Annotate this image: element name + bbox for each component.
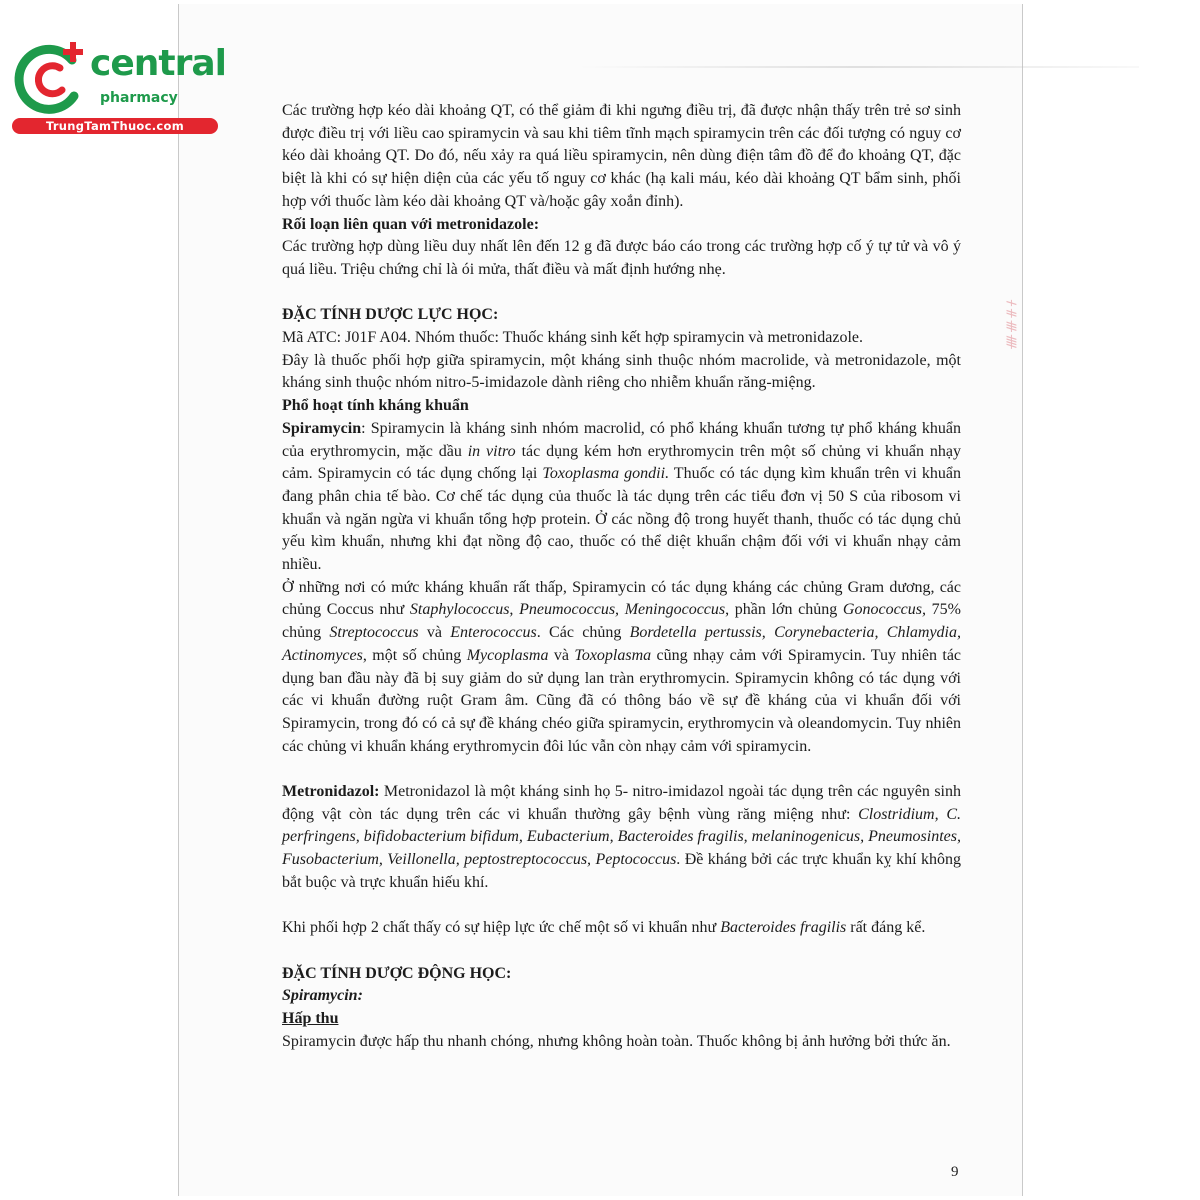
- metronidazol-label: Metronidazol:: [282, 783, 380, 801]
- text-run: , phần lớn chủng: [725, 601, 843, 619]
- synergy-paragraph: [282, 917, 961, 940]
- text-run: và: [548, 646, 575, 664]
- pharmacodynamics-heading: ĐẶC TÍNH DƯỢC LỰC HỌC:: [282, 306, 499, 324]
- italic-run: Enterococcus: [450, 624, 537, 642]
- logo-subtitle: pharmacy: [100, 90, 178, 106]
- italic-run: Spiramycin:: [282, 987, 363, 1005]
- atc-code-line: Mã ATC: J01F A04. Nhóm thuốc: Thuốc kháng sinh kết hợp spiramycin và metronidazole.: [282, 329, 863, 347]
- italic-run: Gonococcus,: [842, 601, 927, 619]
- absorption-text: Spiramycin được hấp thu nhanh chóng, nhưng không hoàn toàn. Thuốc không bị ảnh hưởng bởi thức ăn.: [282, 1032, 951, 1050]
- margin-stamp-mark: ᚋ ᚌ ᚍ ᚎ: [1005, 300, 1019, 349]
- italic-run: Bacteroides fragilis: [720, 919, 847, 937]
- text-run: tác dụng kém hơn erythromycin trên một số chủng vi khuẩn nhạy cảm. Spiramycin có tác dụng chống lại: [282, 442, 961, 483]
- metronidazol-paragraph: [282, 781, 961, 895]
- text-run: Khi phối hợp 2 chất thấy có sự hiệp lực ức chế một số vi khuẩn như: [282, 919, 721, 937]
- antibacterial-spectrum-heading: Phổ hoạt tính kháng khuẩn: [282, 397, 469, 415]
- metronidazole-overdose-text: Các trường hợp dùng liều duy nhất lên đến 12 g đã được báo cáo trong các trường hợp cố ý tự tử và vô ý quá liều. Triệu chứng chỉ là ói mửa, thất điều và mất định hướng nhẹ.: [282, 238, 961, 278]
- logo-wordmark: central: [90, 43, 226, 84]
- text-run: : Spiramycin là kháng sinh nhóm macrolid, có phổ kháng khuẩn tương tự phổ kháng khuẩn của erythromycin, mặc dầu: [282, 419, 961, 460]
- italic-run: Staphylococcus, Pneumococcus, Meningococcus: [409, 601, 726, 619]
- italic-run: Clostridium, C. perfringens, bifidobacterium bifidum, Eubacterium, Bacteroides fragilis, melaninogenicus, Pneumosintes, Fusobacterium, Veillonella, peptostreptococcus, Peptococcus: [282, 805, 961, 869]
- italic-run: Toxoplasma: [574, 646, 652, 664]
- text-run: Metronidazol là một kháng sinh họ 5- nitro-imidazol ngoài tác dụng trên các nguyên sinh động vật còn tác dụng trên các vi khuẩn thường gây bệnh vùng răng miệng như:: [282, 783, 961, 823]
- qt-paragraph: Các trường hợp kéo dài khoảng QT, có thể giảm đi khi ngưng điều trị, đã được nhận thấy trên trẻ sơ sinh được điều trị với liều cao spiramycin và sau khi tiêm tĩnh mạch spiramycin trên các đối tượng có nguy cơ kéo dài khoảng QT. Do đó, nếu xảy ra quá liều spiramycin, nên dùng điện tâm đồ để đo khoảng QT, đặc biệt là khi có sự hiện diện của các yếu tố nguy cơ khác (hạ kali máu, kéo dài khoảng QT bẩm sinh, phối hợp với thuốc làm kéo dài khoảng QT và/hoặc gây xoắn đỉnh).: [282, 102, 961, 210]
- italic-run: Toxoplasma gondii.: [542, 465, 670, 483]
- central-pharmacy-logo[interactable]: [10, 38, 226, 138]
- spiramycin-paragraph-1: [282, 418, 961, 577]
- text-run: cũng nhạy cảm với Spiramycin. Tuy nhiên tác dụng ban đầu này đã bị suy giảm do sử dụng lan tràn erythromycin. Spiramycin không có tác dụng với các vi khuẩn đường ruột Gram âm. Cũng đã có thông báo về sự đề kháng của vi khuẩn đối với Spiramycin, trong đó có cả sự đề kháng chéo giữa spiramycin, erythromycin và oleandomycin. Tuy nhiên các chủng vi khuẩn kháng erythromycin đôi lúc vẫn còn nhạy cảm với spiramycin.: [282, 646, 962, 755]
- text-run: . Đề kháng bởi các trực khuẩn kỵ khí không bắt buộc và trực khuẩn hiếu khí.: [282, 851, 961, 891]
- combination-intro: Đây là thuốc phối hợp giữa spiramycin, một kháng sinh thuộc nhóm macrolide, và metronidazole, một kháng sinh thuộc nhóm nitro-5-imidazole dành riêng cho nhiễm khuẩn răng-miệng.: [282, 351, 961, 392]
- italic-run: Streptococcus: [329, 624, 419, 642]
- text-run: . Các chủng: [536, 624, 630, 642]
- text-run: rất đáng kể.: [846, 919, 926, 937]
- document-body: [282, 100, 961, 1053]
- text-run: , một số chủng: [362, 646, 467, 664]
- spiramycin-label: Spiramycin: [282, 419, 362, 437]
- text-run: 75% chủng: [282, 601, 962, 642]
- metronidazole-overdose-heading: Rối loạn liên quan với metronidazole:: [282, 215, 540, 233]
- italic-run: in vitro: [467, 442, 516, 460]
- page-number: 9: [951, 1164, 959, 1180]
- italic-run: Bordetella pertussis, Corynebacteria, Chlamydia, Actinomyces: [282, 624, 961, 664]
- pharmacokinetics-heading: ĐẶC TÍNH DƯỢC ĐỘNG HỌC:: [282, 964, 512, 982]
- absorption-heading: Hấp thu: [282, 1010, 339, 1028]
- italic-run: Mycoplasma: [466, 646, 549, 664]
- text-run: Thuốc có tác dụng kìm khuẩn trên vi khuẩn đang phân chia tế bào. Cơ chế tác dụng của thuốc là tác dụng trên các tiểu đơn vị 50 S của ribosom vi khuẩn và ngăn ngừa vi khuẩn tổng hợp protein. Ở các nồng độ trong huyết thanh, thuốc có tác dụng chủ yếu kìm khuẩn, nhưng khi đạt nồng độ cao, thuốc có thể diệt khuẩn chậm đối với vi khuẩn nhạy cảm nhiều.: [282, 465, 962, 574]
- text-run: và: [418, 624, 451, 642]
- logo-emblem-icon: [10, 38, 90, 118]
- spiramycin-paragraph-2: [282, 577, 961, 759]
- logo-site-badge: TrungTamThuoc.com: [12, 118, 218, 134]
- text-run: Ở những nơi có mức kháng khuẩn rất thấp, Spiramycin có tác dụng kháng các chủng Gram dương, các chủng Coccus như: [282, 578, 961, 619]
- pharmacokinetics-subheading: [282, 985, 961, 1008]
- scan-artifact-line: [579, 66, 1139, 68]
